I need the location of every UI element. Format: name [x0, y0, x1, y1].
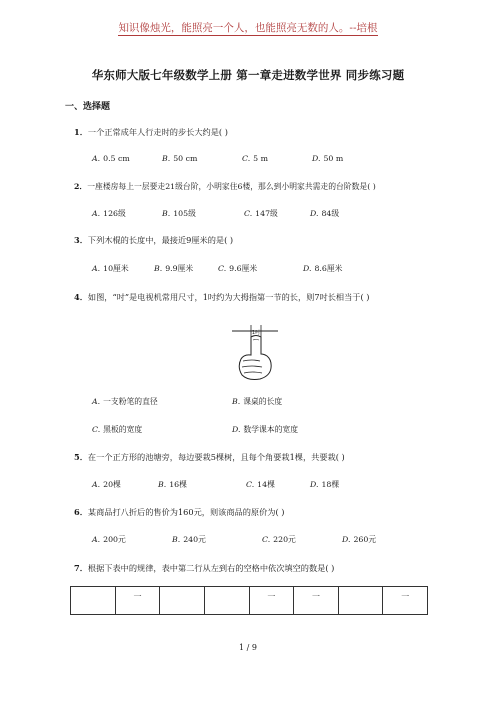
table-cell: 一: [294, 587, 339, 615]
q2-option-a: A. 126级: [92, 209, 126, 218]
q3-option-c: C. 9.6厘米: [218, 264, 258, 273]
q5-option-c: C. 14棵: [246, 480, 275, 489]
question-4: 4．如图，“吋”是电视机常用尺寸，1吋约为大拇指第一节的长，则7吋长相当于( ): [74, 292, 370, 302]
question-1: 1．一个正常成年人行走时的步长大约是( ): [74, 127, 228, 137]
pattern-table: [70, 586, 428, 615]
question-2: 2．一座楼房每上一层要走21级台阶，小明家住6楼，那么到小明家共需走的台阶数是( ): [74, 182, 376, 191]
q5-option-d: D. 18棵: [310, 480, 340, 489]
q6-option-d: D. 260元: [342, 535, 377, 544]
q2-option-d: D. 84级: [310, 209, 340, 218]
table-cell: 一: [383, 587, 428, 615]
q4-option-a: A. 一支粉笔的直径: [92, 397, 158, 406]
table-cell: 一: [115, 587, 160, 615]
q1-option-b: B. 50 cm: [162, 154, 198, 163]
table-cell: [160, 587, 205, 615]
q4-option-d: D. 数学课本的宽度: [232, 425, 299, 434]
q1-option-c: C. 5 m: [242, 154, 269, 163]
table-cell: 一: [249, 587, 294, 615]
q1-option-d: D. 50 m: [312, 154, 344, 163]
question-7: 7．根据下表中的规律，表中第二行从左到右的空格中依次填空的数是( ): [74, 563, 335, 573]
figure-label: 1吋: [251, 330, 261, 336]
q5-option-b: B. 16棵: [158, 480, 187, 489]
thumb-illustration: [230, 323, 280, 381]
question-6: 6．某商品打八折后的售价为160元，则该商品的原价为( ): [74, 507, 285, 517]
q4-option-b: B. 课桌的长度: [232, 397, 283, 406]
q2-option-b: B. 105级: [162, 209, 196, 218]
q3-option-a: A. 10厘米: [92, 264, 129, 273]
table-cell: [338, 587, 383, 615]
table-cell: [71, 587, 116, 615]
thumb-inch-figure: [230, 323, 280, 385]
q3-option-d: D. 8.6厘米: [303, 264, 343, 273]
q2-option-c: C. 147级: [244, 209, 278, 218]
q5-option-a: A. 20棵: [92, 480, 121, 489]
q4-option-c: C. 黑板的宽度: [92, 425, 143, 434]
table-row: [71, 587, 428, 615]
q3-option-b: B. 9.9厘米: [154, 264, 194, 273]
q6-option-b: B. 240元: [172, 535, 206, 544]
q6-option-a: A. 200元: [92, 535, 126, 544]
q6-option-c: C. 220元: [262, 535, 296, 544]
question-3: 3．下列木棍的长度中，最接近9厘米的是( ): [74, 235, 234, 245]
section-heading: 一、选择题: [65, 102, 111, 112]
page-number: 1 / 9: [239, 643, 257, 652]
document-title: 华东师大版七年级数学上册 第一章走进数学世界 同步练习题: [91, 68, 405, 82]
q1-option-a: A. 0.5 cm: [92, 154, 130, 163]
table-cell: [204, 587, 249, 615]
page-header-quote: 知识像烛光，能照亮一个人，也能照亮无数的人。--培根: [118, 22, 378, 34]
question-5: 5．在一个正方形的池塘旁，每边要栽5棵树，且每个角要栽1棵，共要栽( ): [74, 452, 345, 462]
